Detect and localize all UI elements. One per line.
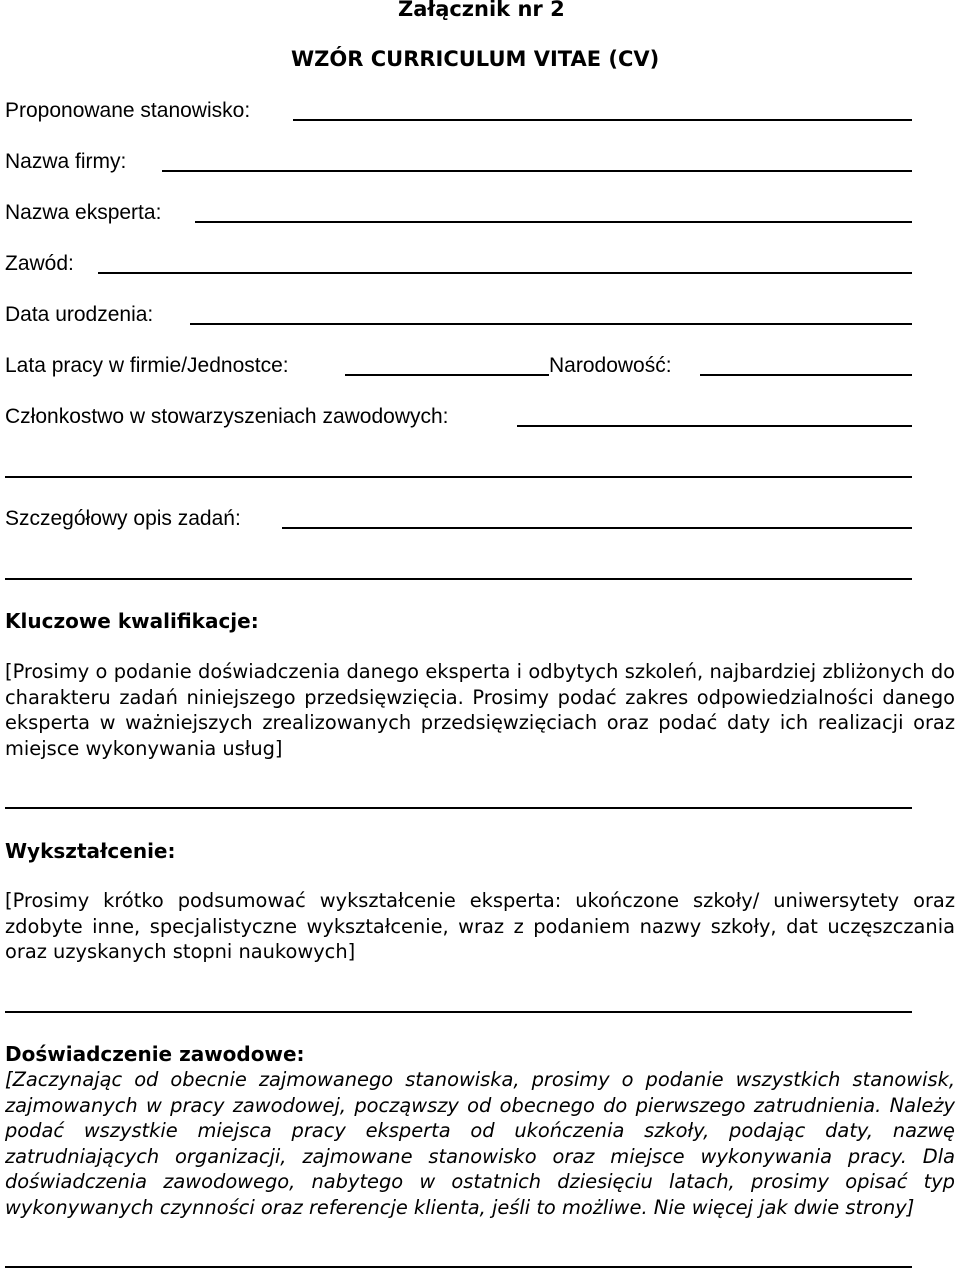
- expert-field[interactable]: [195, 221, 912, 223]
- membership-label: Członkostwo w stowarzyszeniach zawodowych:: [5, 405, 449, 428]
- position-field[interactable]: [293, 119, 912, 121]
- experience-instructions: [Zaczynając od obecnie zajmowanego stanowiska, prosimy o podanie wszystkich stanowisk, zajmowanych w pracy zawodowej, począwszy od obecnego do pierwszego zatrudnienia. Należy podać wszystkie miejsca pracy eksperta od ukończenia szkoły, podając daty, nazwę zatrudniających organizacji, zajmowane stanowisko oraz miejsce wykonywania pracy. Dla doświadczenia zawodowego, nabytego w ostatnich dziesięciu latach, prosimy opisać typ wykonywanych czynności oraz referencje klienta, jeśli to możliwe. Nie więcej jak dwie strony]: [5, 1068, 955, 1219]
- experience-field[interactable]: [5, 1266, 912, 1268]
- qualifications-heading: Kluczowe kwalifikacje:: [5, 609, 259, 633]
- page-title: WZÓR CURRICULUM VITAE (CV): [291, 47, 660, 71]
- education-instructions: [Prosimy krótko podsumować wykształcenie eksperta: ukończone szkoły/ uniwersytety oraz zdobyte inne, specjalistyczne wykształcenie, wraz z podaniem nazwy szkoły, dat uczęszczania oraz uzyskanych stopni naukowych]: [5, 889, 955, 963]
- qualifications-field[interactable]: [5, 807, 912, 809]
- membership-field-continued[interactable]: [5, 476, 912, 478]
- years-field[interactable]: [345, 374, 549, 376]
- company-field[interactable]: [162, 170, 912, 172]
- position-label: Proponowane stanowisko:: [5, 99, 251, 122]
- nationality-label: Narodowość:: [549, 354, 672, 377]
- experience-heading: Doświadczenie zawodowe:: [5, 1042, 305, 1066]
- annex-label: Załącznik nr 2: [398, 0, 565, 21]
- expert-label: Nazwa eksperta:: [5, 201, 162, 224]
- birth-date-field[interactable]: [190, 323, 912, 325]
- profession-field[interactable]: [98, 272, 912, 274]
- education-field[interactable]: [5, 1011, 912, 1013]
- birth-date-label: Data urodzenia:: [5, 303, 154, 326]
- profession-label: Zawód:: [5, 252, 74, 275]
- tasks-label: Szczegółowy opis zadań:: [5, 507, 241, 530]
- education-heading: Wykształcenie:: [5, 839, 176, 863]
- tasks-field-continued[interactable]: [5, 578, 912, 580]
- company-label: Nazwa firmy:: [5, 150, 127, 173]
- membership-field[interactable]: [517, 425, 912, 427]
- qualifications-instructions: [Prosimy o podanie doświadczenia danego eksperta i odbytych szkoleń, najbardziej zbliżonych do charakteru zadań niniejszego przedsięwzięcia. Prosimy podać zakres odpowiedzialności danego eksperta w ważniejszych zrealizowanych przedsięwzięciach oraz podać daty ich realizacji oraz miejsce wykonywania usług]: [5, 660, 955, 760]
- years-label: Lata pracy w firmie/Jednostce:: [5, 354, 289, 377]
- tasks-field[interactable]: [282, 527, 912, 529]
- nationality-field[interactable]: [700, 374, 912, 376]
